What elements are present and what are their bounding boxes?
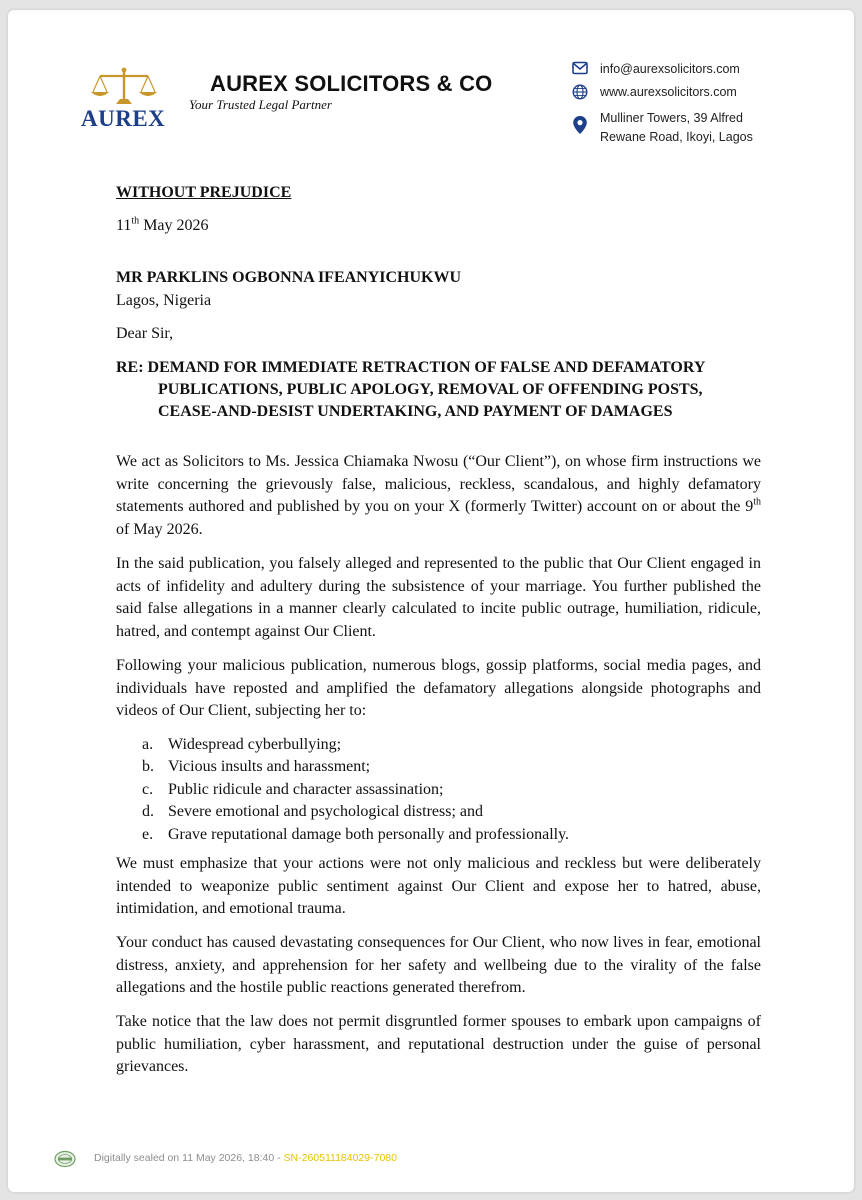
paragraph-2: In the said publication, you falsely alleged and represented to the public that Our Client engaged in acts of infidelity and adultery during the subsistence of your marriage. You further published the said false allegations in a manner clearly calculated to incite public outrage, humiliation, ridicule, hatred, and contempt against Our Client.: [116, 555, 761, 640]
letter-date: [116, 215, 209, 237]
paragraph-5: Your conduct has caused devastating consequences for Our Client, who now lives in fear, emotional distress, anxiety, and apprehension for her safety and wellbeing due to the virality of the false allegations and the hostile public reactions generated therefrom.: [116, 934, 761, 996]
firm-name: AUREX SOLICITORS & CO: [210, 71, 493, 96]
paragraph-6: Take notice that the law does not permit disgruntled former spouses to embark upon campaigns of public humiliation, cyber harassment, and reputational destruction under the guise of personal grievances.: [116, 1013, 761, 1075]
list-item: [116, 801, 569, 823]
firm-tagline: Your Trusted Legal Partner: [189, 97, 332, 112]
list-marker: e.: [142, 825, 154, 843]
date-month-year: May 2026: [139, 217, 209, 234]
subject-line-3: CEASE-AND-DESIST UNDERTAKING, AND PAYMENT OF DAMAGES: [158, 403, 673, 420]
date-suffix: th: [131, 215, 140, 227]
recipient-name: MR PARKLINS OGBONNA IFEANYICHUKWU: [116, 269, 462, 286]
paragraph-1-superscript: th: [753, 496, 761, 508]
list-item-text: Grave reputational damage both personally and professionally.: [168, 825, 570, 843]
location-pin-icon: [572, 115, 588, 135]
without-prejudice-heading: WITHOUT PREJUDICE: [116, 184, 292, 201]
paragraph-1-main: We act as Solicitors to Ms. Jessica Chiamaka Nwosu (“Our Client”), on whose firm instructions we write concerning the grievously false, malicious, reckless, scandalous, and highly defamatory statements authored and published by you on your X (formerly Twitter) account on or about the 9: [116, 453, 761, 515]
globe-icon: [572, 84, 588, 100]
list-marker: b.: [142, 758, 154, 776]
list-item-text: Public ridicule and character assassination;: [168, 780, 444, 798]
list-item-text: Vicious insults and harassment;: [168, 758, 371, 776]
date-day: 11: [116, 217, 132, 234]
list-item: [116, 824, 569, 846]
seal-serial-number: SN-260511184029-7080: [283, 1152, 397, 1164]
sealed-text: Digitally sealed on 11 May 2026, 18:40 -: [94, 1152, 284, 1164]
paragraph-1: [116, 451, 761, 541]
digital-seal-footer: [94, 1152, 397, 1164]
paragraph-4: We must emphasize that your actions were not only malicious and reckless but were deliberately intended to weaponize public sentiment against Our Client and expose her to hatred, abuse, intimidation, and emotional trauma.: [116, 855, 761, 917]
subject-heading: [116, 357, 762, 423]
list-marker: d.: [142, 803, 154, 821]
recipient-location: Lagos, Nigeria: [116, 292, 212, 309]
letter-page: [8, 10, 854, 1192]
list-marker: c.: [142, 780, 154, 798]
address-line-2: Rewane Road, Ikoyi, Lagos: [600, 130, 753, 144]
email-icon: [572, 61, 588, 75]
list-item: [116, 779, 569, 801]
harm-list: [116, 734, 569, 846]
contact-website[interactable]: www.aurexsolicitors.com: [600, 85, 737, 99]
paragraph-3: Following your malicious publication, numerous blogs, gossip platforms, social media pages, and individuals have reposted and amplified the defamatory allegations alongside photographs and videos of Our Client, subjecting her to:: [116, 657, 761, 719]
digital-seal-icon: [54, 1150, 76, 1168]
list-item-text: Severe emotional and psychological distress; and: [168, 803, 484, 821]
paragraph-1-end: of May 2026.: [116, 520, 203, 538]
contact-address: [600, 109, 753, 147]
salutation: Dear Sir,: [116, 325, 174, 342]
list-item-text: Widespread cyberbullying;: [168, 736, 342, 753]
address-line-1: Mulliner Towers, 39 Alfred: [600, 111, 743, 125]
list-marker: a.: [142, 736, 154, 753]
subject-line-1: RE: DEMAND FOR IMMEDIATE RETRACTION OF FALSE AND DEFAMATORY: [116, 359, 706, 376]
list-item: [116, 756, 569, 778]
contact-email[interactable]: info@aurexsolicitors.com: [600, 62, 740, 76]
list-item: [116, 734, 569, 756]
subject-line-2: PUBLICATIONS, PUBLIC APOLOGY, REMOVAL OF OFFENDING POSTS,: [158, 381, 703, 398]
logo-wordmark: AUREX: [81, 106, 166, 131]
